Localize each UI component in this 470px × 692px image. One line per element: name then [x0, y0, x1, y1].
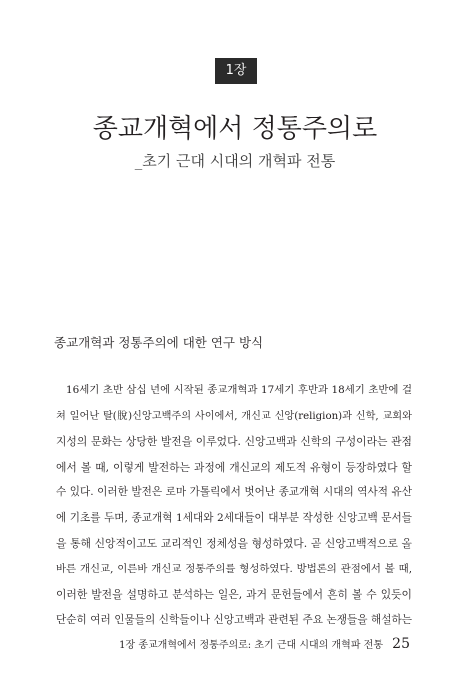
section-heading: 종교개혁과 정통주의에 대한 연구 방식	[54, 335, 264, 350]
page-footer	[119, 636, 410, 652]
running-title: 1장 종교개혁에서 정통주의로: 초기 근대 시대의 개혁파 전통	[119, 640, 383, 651]
chapter-subtitle: _초기 근대 시대의 개혁파 전통	[134, 152, 336, 170]
page-number: 25	[392, 636, 410, 652]
paragraph-line: 수 있다. 이러한 발전은 로마 가톨릭에서 벗어난 종교개혁 시대의 역사적 유산	[56, 486, 412, 498]
chapter-title: 종교개혁에서 정통주의로	[92, 114, 378, 144]
paragraph-line: 바른 개신교, 이른바 개신교 정통주의를 형성하였다. 방법론의 관점에서 볼 때,	[56, 562, 412, 575]
paragraph-line: 16세기 초반 삼십 년에 시작된 종교개혁과 17세기 후반과 18세기 초반에 걸	[66, 384, 412, 396]
paragraph-line: 쳐 일어난 탈(脫)신앙고백주의 사이에서, 개신교 신앙(religion)과 신학, 교회와	[56, 410, 412, 422]
paragraph-line: 에 기초를 두며, 종교개혁 1세대와 2세대들이 대부분 작성한 신앙고백 문서들	[56, 511, 412, 524]
chapter-badge: 1장	[215, 58, 257, 84]
paragraph-line: 을 통해 신앙적이고도 교리적인 정체성을 형성하였다. 곧 신앙고백적으로 올	[56, 537, 412, 550]
paragraph-line: 단순히 여러 인물들의 신학들이나 신앙고백과 관련된 주요 논쟁들을 해설하는	[56, 613, 412, 626]
paragraph-line: 지성의 문화는 상당한 발전을 이루었다. 신앙고백과 신학의 구성이라는 관점	[56, 435, 412, 448]
body-paragraph	[56, 378, 412, 633]
paragraph-line: 에서 볼 때, 이렇게 발전하는 과정에 개신교의 제도적 유형이 등장하였다 할	[56, 460, 412, 474]
paragraph-line: 이러한 발전을 설명하고 분석하는 일은, 과거 문헌들에서 흔히 볼 수 있듯이	[56, 588, 412, 601]
